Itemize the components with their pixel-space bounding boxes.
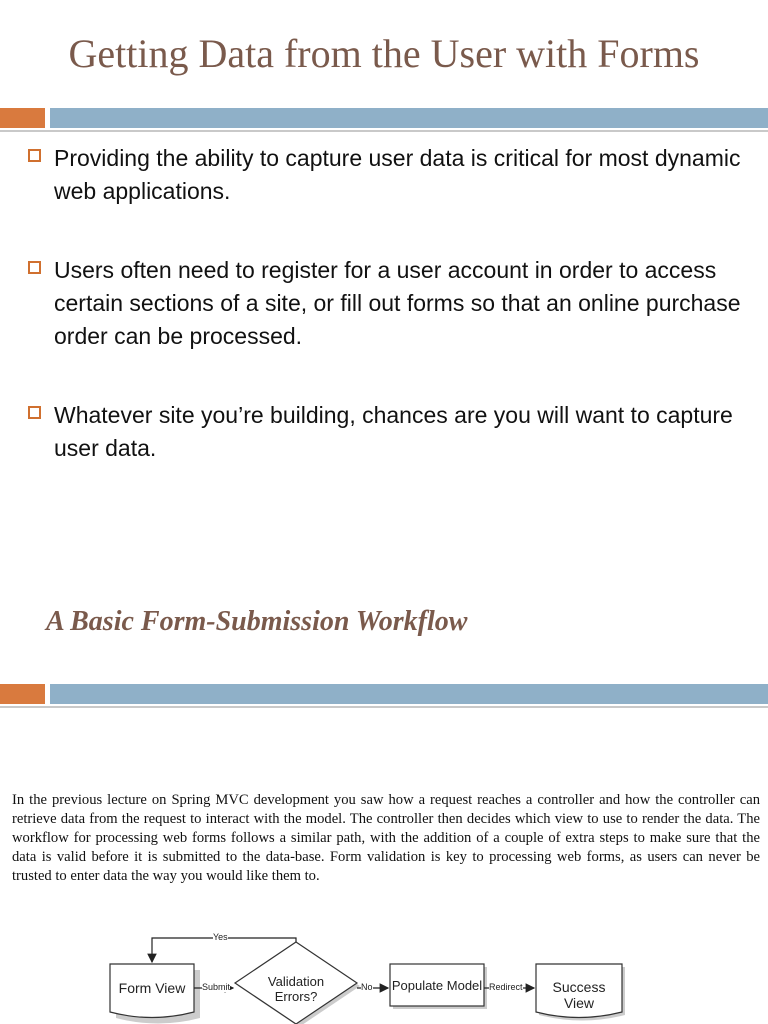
- body-paragraph: In the previous lecture on Spring MVC development you saw how a request reaches a controller and how the controller can retrieve data from the request to interact with the model. The controller then decides which view to use to render the data. The workflow for processing web forms follows a similar path, with the addition of a couple of extra steps to make sure that the data is valid before it is submitted to the data-base. Form validation is key to processing web forms, as users can never be trusted to enter data the way you would like them to.: [12, 792, 760, 884]
- bullet-item: [28, 254, 748, 353]
- slide-title: Getting Data from the User with Forms: [68, 31, 700, 76]
- edge-label-no: No: [361, 982, 373, 992]
- subtitle-divider: [0, 684, 768, 708]
- divider-line: [0, 706, 768, 708]
- bullet-square-icon: [28, 261, 41, 274]
- section-subtitle: A Basic Form-Submission Workflow: [46, 606, 468, 637]
- bullet-square-icon: [28, 149, 41, 162]
- form-view-label: Form View: [118, 980, 186, 996]
- divider-line: [0, 130, 768, 132]
- bullet-square-icon: [28, 406, 41, 419]
- validation-label: Validation Errors?: [267, 974, 325, 1004]
- bullet-list: [28, 142, 748, 511]
- edge-label-redirect: Redirect: [489, 982, 523, 992]
- populate-model-label: Populate Model: [391, 978, 483, 993]
- divider-blue-bar: [50, 684, 768, 704]
- bullet-item: [28, 142, 748, 208]
- title-divider: [0, 108, 768, 132]
- edge-label-submit: Submit: [202, 982, 231, 992]
- divider-orange-block: [0, 684, 45, 704]
- workflow-diagram: [100, 930, 640, 1024]
- divider-blue-bar: [50, 108, 768, 128]
- bullet-text: Users often need to register for a user account in order to access certain sections of a site, or fill out forms so that an online purchase order can be processed.: [54, 257, 741, 349]
- bullet-text: Whatever site you’re building, chances are you will want to capture user data.: [54, 402, 733, 461]
- success-view-label: Success View: [552, 979, 606, 1011]
- edge-label-yes: Yes: [213, 932, 228, 942]
- bullet-text: Providing the ability to capture user data is critical for most dynamic web applications.: [54, 145, 741, 204]
- bullet-item: [28, 399, 748, 465]
- divider-orange-block: [0, 108, 45, 128]
